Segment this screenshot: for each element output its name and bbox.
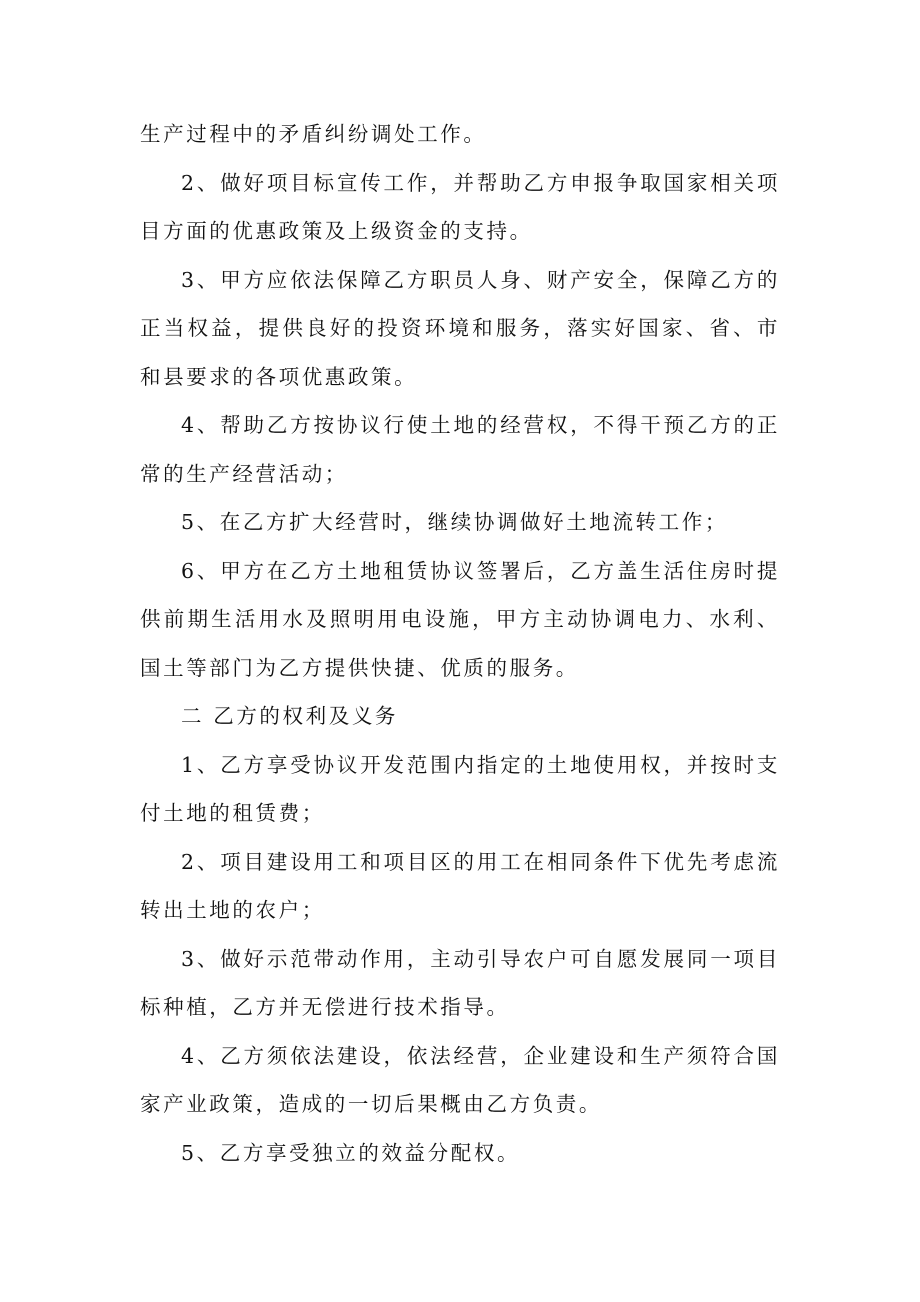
paragraph-party-b-item-2: 2、项目建设用工和项目区的用工在相同条件下优先考虑流转出土地的农户；: [140, 849, 780, 922]
paragraph-party-b-item-1: 1、乙方享受协议开发范围内指定的土地使用权，并按时支付土地的租赁费；: [140, 752, 780, 825]
paragraph-party-a-item-5: 5、在乙方扩大经营时，继续协调做好土地流转工作；: [181, 510, 728, 534]
document-body: [140, 110, 780, 1177]
section-heading-party-b: 二 乙方的权利及义务: [181, 704, 399, 728]
paragraph-party-a-item-6: 6、甲方在乙方土地租赁协议签署后，乙方盖生活住房时提供前期生活用水及照明用电设施，甲方主动协调电力、水利、国土等部门为乙方提供快捷、优质的服务。: [140, 558, 780, 680]
paragraph-party-a-item-2: 2、做好项目标宣传工作，并帮助乙方申报争取国家相关项目方面的优惠政策及上级资金的支持。: [140, 170, 780, 243]
paragraph-party-b-item-3: 3、做好示范带动作用，主动引导农户可自愿发展同一项目标种植，乙方并无偿进行技术指导。: [140, 946, 780, 1019]
paragraph-party-b-item-4: 4、乙方须依法建设，依法经营，企业建设和生产须符合国家产业政策，造成的一切后果概由乙方负责。: [140, 1043, 780, 1116]
paragraph-continuation: 生产过程中的矛盾纠纷调处工作。: [140, 122, 487, 146]
paragraph-party-a-item-3: 3、甲方应依法保障乙方职员人身、财产安全，保障乙方的正当权益，提供良好的投资环境和服务，落实好国家、省、市和县要求的各项优惠政策。: [140, 267, 780, 389]
paragraph-party-a-item-4: 4、帮助乙方按协议行使土地的经营权，不得干预乙方的正常的生产经营活动；: [140, 413, 780, 486]
paragraph-party-b-item-5: 5、乙方享受独立的效益分配权。: [181, 1140, 521, 1165]
